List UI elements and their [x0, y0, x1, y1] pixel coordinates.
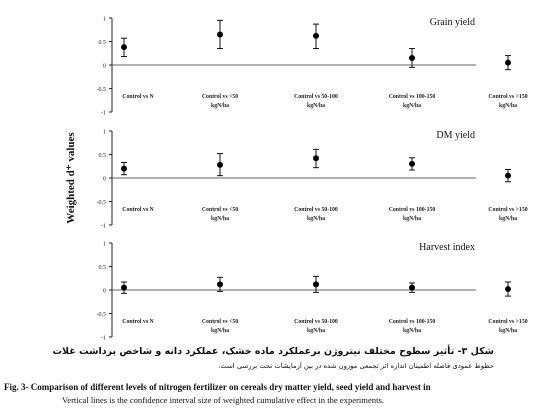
- category-label: Control vs N: [122, 207, 154, 213]
- panel-2: [97, 130, 528, 230]
- category-label: Control vs 100-150: [388, 94, 436, 100]
- panel-title: Harvest index: [419, 242, 475, 253]
- category-label: kgN/ha: [498, 216, 518, 222]
- category-label: Control vs N: [122, 319, 154, 325]
- data-point: [505, 286, 511, 292]
- category-label: Control vs <50: [201, 319, 239, 325]
- category-label: Control vs 50-100: [294, 94, 338, 100]
- category-label: Control vs <50: [201, 207, 239, 213]
- y-tick-label: 1: [103, 129, 106, 136]
- y-tick-label: 0: [103, 63, 106, 70]
- y-tick-label: -0.5: [96, 312, 106, 318]
- y-tick-label: 0: [103, 176, 106, 183]
- data-point: [217, 31, 223, 37]
- category-label: kgN/ha: [402, 216, 422, 222]
- category-label: Control vs N: [122, 94, 154, 100]
- caption-english-title: Fig. 3- Comparison of different levels of nitrogen fertilizer on cereals dry matter yield, seed yield and harvest in: [4, 382, 431, 392]
- category-label: kgN/ha: [498, 328, 518, 334]
- y-tick-label: -1: [101, 335, 106, 342]
- category-label: Control vs 50-100: [294, 319, 338, 325]
- data-point: [409, 161, 415, 167]
- data-point: [313, 33, 319, 39]
- y-tick-label: -0.5: [96, 200, 106, 206]
- y-axis-label: Weighted d⁺ values: [65, 132, 77, 224]
- data-point: [313, 155, 319, 161]
- category-label: Control vs 50-100: [294, 207, 338, 213]
- panel-3: [97, 242, 528, 342]
- caption-persian-note: خطوط عمودی فاصله اطمینان اندازه اثر تجمعی موزون شده در بین آزمایشات تحت بررسی است.: [218, 362, 494, 370]
- category-label: kgN/ha: [210, 328, 230, 334]
- data-point: [505, 173, 511, 179]
- category-label: Control vs >150: [488, 319, 528, 325]
- category-label: Control vs >150: [488, 207, 528, 213]
- data-point: [409, 55, 415, 61]
- data-point: [121, 285, 127, 291]
- caption-english-note: Vertical lines is the confidence interval size of weighted cumulative effect in the experiments.: [62, 395, 384, 405]
- category-label: kgN/ha: [402, 328, 422, 334]
- category-label: kgN/ha: [402, 103, 422, 109]
- data-point: [409, 285, 415, 291]
- category-label: kgN/ha: [498, 103, 518, 109]
- y-tick-label: 0.5: [98, 153, 106, 159]
- data-point: [313, 281, 319, 287]
- y-tick-label: -0.5: [96, 87, 106, 93]
- data-point: [121, 44, 127, 50]
- category-label: kgN/ha: [306, 103, 326, 109]
- y-tick-label: 0.5: [98, 40, 106, 46]
- y-tick-label: -1: [101, 110, 106, 117]
- data-point: [121, 166, 127, 172]
- y-tick-label: 0: [103, 288, 106, 295]
- panel-1: [97, 17, 528, 117]
- panel-title: Grain yield: [429, 17, 475, 28]
- category-label: Control vs >150: [488, 94, 528, 100]
- panel-title: DM yield: [436, 130, 475, 141]
- y-tick-label: 0.5: [98, 265, 106, 271]
- y-tick-label: -1: [101, 223, 106, 230]
- category-label: kgN/ha: [306, 216, 326, 222]
- caption-persian-title: شکل ۳- تأثیر سطوح مختلف نیتروژن برعملکرد ماده خشک، عملکرد دانه و شاخص برداشت غلات: [52, 346, 494, 357]
- category-label: kgN/ha: [306, 328, 326, 334]
- category-label: kgN/ha: [210, 103, 230, 109]
- category-label: kgN/ha: [210, 216, 230, 222]
- data-point: [217, 162, 223, 168]
- y-tick-label: 1: [103, 241, 106, 248]
- category-label: Control vs 100-150: [388, 207, 436, 213]
- y-tick-label: 1: [103, 16, 106, 23]
- data-point: [217, 281, 223, 287]
- category-label: Control vs 100-150: [388, 319, 436, 325]
- data-point: [505, 60, 511, 66]
- category-label: Control vs <50: [201, 94, 239, 100]
